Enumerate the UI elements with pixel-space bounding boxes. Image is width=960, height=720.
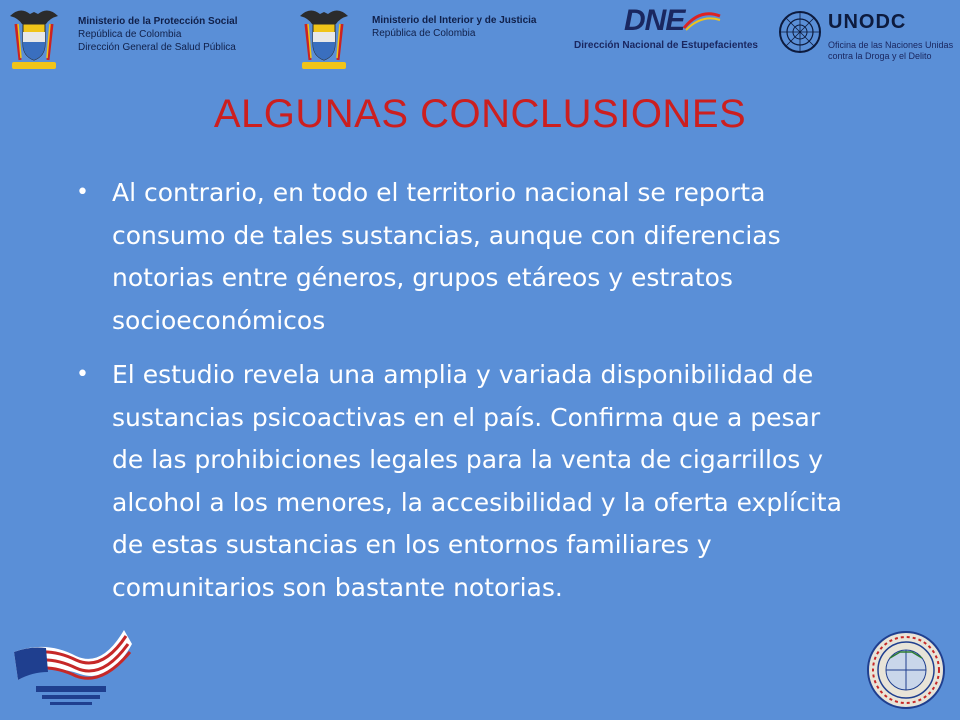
bullet-marker: •	[76, 180, 89, 205]
oas-seal-logo	[866, 630, 946, 710]
country-name: República de Colombia	[78, 29, 182, 40]
unodc-subtitle	[828, 40, 953, 62]
dne-caption: Dirección Nacional de Estupefacientes	[574, 40, 758, 51]
unodc-name: UNODC	[828, 11, 907, 33]
country-name: República de Colombia	[372, 28, 476, 39]
colombia-coat-of-arms-logo	[296, 2, 352, 72]
us-embassy-flag-logo	[6, 622, 136, 718]
ministry-interior-header	[372, 14, 537, 40]
directorate-name: Dirección General de Salud Pública	[78, 42, 236, 53]
dne-swoosh-icon	[682, 10, 722, 32]
bullet-text: El estudio revela una amplia y variada disponibilidad de sustancias psicoactivas en el país. Confirma que a pesar de las prohibiciones legales para la venta de cigarrillos y alcohol a los menores, la accesibilidad y la oferta explícita de estas sustancias en los entornos familiares y comunitarios son bastante notorias.	[112, 360, 842, 602]
un-emblem-icon	[778, 10, 822, 54]
ministry-name: Ministerio del Interior y de Justicia	[372, 15, 537, 26]
unodc-subtitle-line: contra la Droga y el Delito	[828, 51, 932, 61]
bullet-marker: •	[76, 362, 89, 387]
bullet-item	[72, 172, 852, 342]
slide-title: ALGUNAS CONCLUSIONES	[213, 92, 747, 136]
bullet-item	[72, 354, 852, 609]
unodc-subtitle-line: Oficina de las Naciones Unidas	[828, 40, 954, 50]
ministry-protection-header	[78, 15, 238, 54]
bullet-list	[72, 172, 852, 621]
unodc-logo	[778, 10, 958, 66]
ministry-name: Ministerio de la Protección Social	[78, 16, 238, 27]
dne-logo-mark: DNE	[624, 4, 685, 37]
bullet-text: Al contrario, en todo el territorio nacional se reporta consumo de tales sustancias, aunque con diferencias notorias entre géneros, grupos etáreos y estratos socioeconómicos	[112, 178, 781, 335]
dne-logo	[572, 4, 772, 56]
colombia-coat-of-arms-logo	[6, 2, 62, 72]
